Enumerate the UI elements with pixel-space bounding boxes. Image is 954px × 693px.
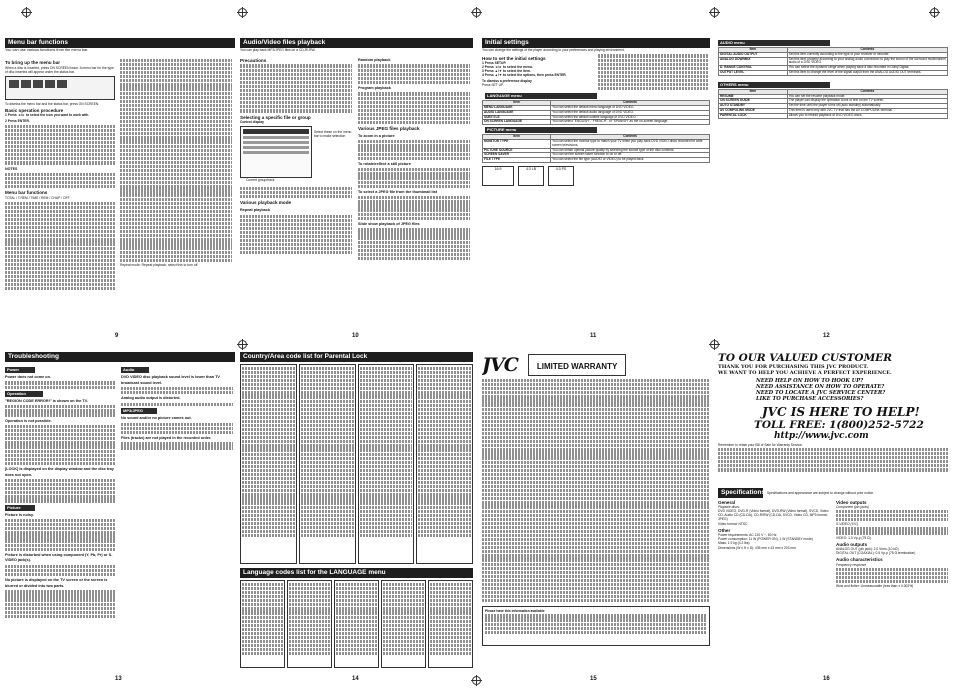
power-requirements: Power requirements: AC 120 V ~, 60 Hz (718, 533, 777, 538)
video-outputs-heading: Video outputs (836, 499, 867, 505)
contents-header: Contents (787, 48, 947, 53)
analog-out: ANALOG OUT (pin jack): 2.0 Vrms (10 kΩ) (836, 547, 899, 552)
registration-mark (472, 8, 481, 17)
general-heading: General (718, 499, 736, 505)
jvc-url: http://www.jvc.com (774, 431, 869, 441)
picture-question-3: No picture is displayed on the TV screen or the screen is blurred or divided into two parts. (5, 578, 108, 588)
code-column (428, 580, 473, 668)
code-column (381, 580, 426, 668)
audio-video-playback-title: Audio/Video files playback (240, 38, 473, 48)
text-block (240, 215, 352, 255)
menu-icon (57, 80, 67, 88)
table-row (719, 70, 948, 75)
warranty-title: LIMITED WARRANTY (536, 362, 618, 371)
table-cell-contents: You can select the dynamic range when playing back a disc recorded in Dolby Digital. (787, 66, 947, 71)
language-codes-title: Language codes list for the LANGUAGE menu (240, 568, 473, 578)
menu-icon (9, 80, 19, 88)
page-number-9: 9 (115, 333, 119, 339)
select-callout: Select these on the menu bar to make selection (314, 130, 352, 139)
warranty-text (482, 379, 710, 602)
monitor-4-3-lb-label: 4:3 LB (525, 166, 537, 171)
audio-outputs-heading: Audio outputs (836, 541, 868, 547)
power-bar: Power (5, 367, 35, 373)
table-cell-item: D. RANGE CONTROL (719, 66, 788, 71)
table-row (483, 120, 710, 125)
picture-menu-bar (485, 127, 597, 133)
table-cell-item: ON SCREEN LANGUAGE (483, 120, 551, 125)
table-cell-contents: You can set the resume playback mode. (787, 94, 947, 99)
playable-value: DVD VIDEO, DVD-R (Video format), DVD-RW (Video format), SVCD, Video CD, Audio CD (CD-DA), CD-R/RW (CD-DA, SVCD, Video CD, MP3 format, JPEG) (718, 509, 829, 522)
picture-menu-title: PICTURE menu (487, 127, 517, 133)
table-cell-item: ON SCREEN GUIDE (719, 99, 788, 104)
registration-mark (238, 8, 247, 17)
step-3: 3 Press ▲/▼ to select the item. (482, 69, 531, 74)
menu-bar-functions-title: Menu bar functions (5, 38, 235, 48)
text-block (5, 425, 115, 465)
text-block (120, 59, 232, 262)
table-cell-item: OUTPUT LEVEL (719, 70, 788, 75)
text-block (121, 403, 233, 406)
language-code-grid (240, 580, 473, 668)
text-block (5, 405, 115, 416)
country-code-grid (240, 364, 473, 564)
text-block (836, 568, 948, 583)
mass: Mass: 1.9 kg (4.2 lbs) (718, 541, 750, 546)
menu-icon (33, 80, 43, 88)
page-9-col-a (5, 58, 115, 291)
text-block (5, 125, 115, 165)
step-2: 2 Press ◄/► to select the menu. (482, 65, 533, 70)
video-format: Video format: NTSC (718, 521, 748, 526)
item-header: Item (483, 135, 551, 140)
page-number-16: 16 (823, 676, 830, 682)
table-cell-item: RESUME (719, 94, 788, 99)
code-column (240, 580, 285, 668)
table-cell-item: PARENTAL LOCK (719, 113, 788, 118)
table-cell-contents: Allows you to restrict playback of DVD VIDEO discs. (787, 113, 947, 118)
page-13-col-b (121, 365, 233, 450)
table-cell-contents: Set this item properly according to your analog audio connection to play the sound of the surround multichannel audio of a DVD VIDEO. (788, 56, 946, 65)
table-cell-contents: You can select the default subtitle language of DVD VIDEO. (551, 115, 710, 120)
language-table (482, 100, 710, 125)
text-block (5, 202, 115, 291)
table-cell-contents: You can select the file type (AUDIO or VIDEO) to be played back. (551, 158, 710, 163)
page-9 (5, 38, 235, 267)
info-box (482, 606, 710, 646)
sheet-top-right (482, 38, 950, 338)
operation-bar: Operation (5, 391, 43, 397)
page-10-col-b (358, 56, 470, 261)
customer-line-4: NEED HELP ON HOW TO HOOK UP? (756, 378, 864, 384)
operation-question-2: Operation is not possible. (5, 418, 52, 423)
troubleshooting-title: Troubleshooting (5, 352, 235, 362)
monitor-16-9-label: 16:9 (494, 166, 502, 171)
table-cell-item: MONITOR TYPE (483, 139, 551, 148)
customer-line-5: NEED ASSISTANCE ON HOW TO OPERATE? (756, 384, 885, 390)
step-1: 1 Press SETUP. (482, 61, 507, 66)
customer-line-2: THANK YOU FOR PURCHASING THIS JVC PRODUCT. (718, 364, 869, 370)
audio-table (718, 47, 948, 76)
table-cell-contents: You can select "ENGLISH", "FRENCH", or "SPANISH" as the on-screen language. (551, 120, 710, 125)
audio-char-heading: Audio characteristics (836, 557, 883, 563)
initial-settings-title: Initial settings (482, 38, 710, 48)
control-display-illustration (240, 124, 352, 186)
code-column (287, 580, 332, 668)
step-4: 4 Press ▲/▼ to select the options, then press ENTER. (482, 73, 567, 78)
table-cell-item: AUTO STANDBY (719, 104, 788, 109)
text-block (358, 196, 470, 220)
various-mode-heading: Various playback mode (240, 200, 292, 206)
thumb-heading: To select a JPEG file from the thumbnail list (358, 189, 438, 194)
table-cell-contents: The player can display the operation icons or text on the TV screen. (787, 99, 947, 104)
customer-line-6: NEED TO LOCATE A JVC SERVICE CENTER? (756, 390, 886, 396)
current-group-label: Current group/track (246, 178, 275, 183)
table-cell-contents: You can select the default audio language of DVD VIDEO. (551, 110, 710, 115)
table-cell-contents: You can obtain optimal picture quality by selecting the source type of the disc contents. (551, 148, 710, 153)
page-number-14: 14 (352, 676, 359, 682)
retain-bill-of-sale: Remember to retain your Bill of Sale for Warranty Service. (718, 443, 803, 447)
selecting-heading: Selecting a specific file or group (240, 114, 311, 120)
menu-icon (21, 80, 31, 88)
exit-text: Press SET UP. (482, 82, 504, 87)
text-block (5, 479, 115, 503)
table-cell-item: SCREEN SAVER (483, 153, 551, 158)
step-1: 1 Press ◄/► to select the icon you want to work with. (5, 113, 90, 118)
table-cell-contents: You can set the screen saver function to on or off. (551, 153, 710, 158)
repeat-heading: Repeat playback (240, 208, 270, 213)
audio-question-2: Analog audio output is distorted. (121, 396, 181, 401)
s-video: S-VIDEO (Y/C) (836, 522, 859, 527)
info-box-lines (485, 614, 707, 634)
table-cell-item: SUBTITLE (483, 115, 551, 120)
jpeg-heading: Various JPEG files playback (358, 126, 420, 132)
specifications-body (718, 498, 948, 589)
table-row (719, 113, 948, 118)
monitor-4-3-ps (548, 166, 574, 186)
text-block (358, 228, 470, 260)
item-header: Item (719, 48, 788, 53)
notes-block (598, 54, 708, 92)
playable-label: Playable discs: (718, 505, 740, 510)
table-cell-contents: This item is used only with JVC TV that has the AV COMPULINK terminal. (787, 108, 947, 113)
av-intro: You can play back MP3/JPEG files on a CD-R/-RW. (240, 48, 316, 52)
slide-heading: Slide show playback of JPEG files (358, 221, 420, 226)
rotate-heading: To rotate/reflect a still picture (358, 161, 411, 166)
page-12 (718, 38, 948, 119)
how-heading: How to set the initial settings (482, 55, 546, 61)
operation-question-1: "REGION CODE ERROR!" is shown on the TV. (5, 398, 88, 403)
monitor-type-illustrations (482, 166, 710, 186)
menu-bar-illustration (5, 76, 115, 100)
audio-bar: Audio (121, 367, 149, 373)
specs-col-a (718, 498, 830, 589)
sheet-top-left (5, 38, 475, 338)
mp3-question-1: No sound and/or no picture comes out. (121, 416, 192, 421)
text-block (121, 423, 233, 434)
customer-line-7: LIKE TO PURCHASE ACCESSORIES? (756, 396, 864, 402)
picture-table (482, 134, 710, 163)
text-block (5, 519, 115, 551)
video: VIDEO: 1.0 Vp-p (75 Ω) (836, 535, 871, 540)
code-column (416, 364, 473, 564)
item-header: Item (483, 101, 551, 106)
monitor-16-9 (482, 166, 514, 186)
picture-question-1: Picture is noisy. (5, 512, 34, 517)
table-cell-contents: Set the time until the player turns off (auto standby) automatically. (787, 104, 947, 109)
table-cell-item: AV COMPULINK MODE (719, 108, 788, 113)
component: Component (pin jacks) (836, 505, 869, 510)
registration-mark (472, 676, 481, 685)
program-heading: Program playback (358, 85, 391, 90)
table-row (483, 139, 710, 148)
text-block (5, 381, 115, 388)
page-number-12: 12 (823, 333, 830, 339)
page-number-15: 15 (590, 676, 597, 682)
text-block (358, 168, 470, 188)
contents-header: Contents (551, 101, 710, 106)
power-consumption: Power consumption: 11 W (POWER ON), 1 W (STANDBY mode) (718, 537, 813, 542)
jvc-logo: JVC (482, 354, 518, 376)
code-column (240, 364, 297, 564)
menu-bar-intro: You can use various functions from the menu bar. (5, 48, 89, 52)
page-10-col-a (240, 56, 352, 255)
page-number-10: 10 (352, 333, 359, 339)
table-cell-contents: You can select the monitor type to match your TV when you play back DVD VIDEO discs recorded for wide screen televisions. (551, 139, 710, 148)
digital-out: DIGITAL OUT (COAXIAL): 0.5 Vp-p (75 Ω termination) (836, 551, 916, 556)
warranty-title-box (528, 354, 626, 376)
dimensions: Dimensions (W x H x D): 435 mm x 43 mm x 203 mm (718, 545, 796, 550)
wow-flutter: Wow and flutter: Unmeasurable (less than ± 0.002%) (836, 584, 914, 589)
registration-mark (930, 8, 939, 17)
text-block (240, 64, 352, 112)
table-cell-item: DIGITAL AUDIO OUTPUT (719, 52, 788, 57)
to-bring-heading: To bring up the menu bar (5, 60, 61, 65)
code-column (334, 580, 379, 668)
specs-col-b (836, 498, 948, 589)
text-block (358, 64, 470, 84)
text-block (240, 187, 352, 198)
table-cell-item: FILE TYPE (483, 158, 551, 163)
time-items: TOTAL / T.REM / TIME / REM / CHAP / OFF (5, 196, 70, 201)
menu-icon (45, 80, 55, 88)
page-15 (482, 352, 710, 646)
table-cell-item: ANALOG DOWNMIX (719, 57, 788, 66)
customer-text (718, 448, 948, 472)
table-row (483, 158, 710, 163)
sheet-bottom-right (482, 352, 950, 682)
customer-line-3: WE WANT TO HELP YOU ACHIEVE A PERFECT EXPERIENCE. (718, 370, 892, 376)
zoom-heading: To zoom in a picture (358, 133, 395, 138)
code-column (299, 364, 356, 564)
mp3-question-2: Files (tracks) are not played in the recorded order. (121, 435, 212, 440)
power-question: Power does not come on. (5, 375, 51, 379)
text-block (5, 590, 115, 618)
registration-mark (710, 340, 719, 349)
menu-bar-functions-heading: Menu bar functions (5, 190, 48, 196)
control-display-label: Control display (240, 120, 264, 125)
picture-question-2: Picture is disturbed when using component (Y, Pb, Pr) or S-VIDEO jack(s). (5, 552, 113, 563)
text-block (121, 387, 233, 394)
operation-question-3: [LOCK] is displayed on the display window and the disc tray does not open. (5, 466, 114, 477)
dismiss-text: To dismiss the menu bar and the status bar, press ON SCREEN. (5, 101, 100, 106)
customer-help: JVC IS HERE TO HELP! (762, 405, 920, 419)
control-screen (240, 126, 312, 178)
registration-mark (710, 8, 719, 17)
repeat-mode: Repeat mode: Repeat playback, select this to turn off (120, 262, 198, 267)
country-code-title: Country/Area code list for Parental Lock (240, 352, 473, 362)
warranty-header (482, 354, 710, 376)
table-cell-item: AUDIO LANGUAGE (483, 110, 551, 115)
how-to-set (482, 54, 592, 92)
specifications-header (718, 488, 948, 498)
text-block (358, 92, 470, 124)
others-table (718, 89, 948, 119)
text-block (5, 565, 115, 576)
initial-intro: You can change the settings of the player according to your preferences and playing environment. (482, 48, 625, 52)
info-box-title: Please have this information available (485, 609, 545, 614)
audio-menu-title: AUDIO menu (720, 40, 745, 45)
page-13 (5, 352, 235, 588)
page-16 (718, 352, 948, 588)
audio-menu-bar (718, 40, 830, 46)
random-heading: Random playback (358, 58, 391, 62)
text-block (836, 510, 948, 521)
monitor-4-3-lb (518, 166, 544, 186)
customer-heading: TO OUR VALUED CUSTOMER (718, 352, 892, 364)
registration-mark (238, 340, 247, 349)
page-13-col-a (5, 365, 115, 619)
others-menu-title: OTHERS menu (720, 81, 749, 87)
table-cell-item: PICTURE SOURCE (483, 148, 551, 153)
language-menu-bar (485, 93, 597, 99)
contents-header: Contents (787, 89, 947, 94)
table-cell-contents: Set this item correctly according to the type of your receiver or decoder. (787, 52, 947, 57)
exit-heading: To dismiss a preference display (482, 78, 532, 83)
others-menu-bar (718, 82, 830, 88)
table-cell-contents: Set this item to change the level of the signal output from the ANALOG AUDIO OUT terminals. (787, 70, 947, 75)
page-number-11: 11 (590, 333, 597, 339)
page-number-13: 13 (115, 676, 122, 682)
monitor-4-3-ps-label: 4:3 PS (555, 166, 567, 171)
audio-question-1: DVD VIDEO disc playback sound level is lower than TV broadcast sound level. (121, 375, 220, 385)
table-cell-contents: You can select the default menu language of DVD VIDEO. (551, 105, 710, 110)
picture-bar: Picture (5, 505, 35, 511)
other-heading: Other (718, 527, 731, 533)
toll-free: TOLL FREE: 1(800)252-5722 (754, 419, 924, 431)
registration-mark (22, 8, 31, 17)
page-10 (240, 38, 473, 226)
code-column (358, 364, 415, 564)
basic-operation-heading: Basic operation procedure (5, 107, 64, 113)
precautions-heading: Precautions (240, 58, 267, 63)
specifications-title: Specifications (718, 488, 763, 498)
language-menu-title: LANGUAGE menu (487, 93, 522, 99)
text-block (121, 442, 233, 449)
sheet-bottom-left (5, 352, 475, 682)
page-9-col-b (120, 58, 232, 268)
text-block (5, 173, 115, 188)
page-11 (482, 38, 710, 186)
step-2: 2 Press ENTER. (5, 119, 30, 124)
mp3-jpeg-bar: MP3/JPEG (121, 408, 157, 414)
table-cell-item: MENU LANGUAGE (483, 105, 551, 110)
item-header: Item (719, 89, 788, 94)
page-14 (240, 352, 473, 668)
contents-header: Contents (551, 135, 710, 140)
text-block (836, 527, 948, 534)
text-block (358, 140, 470, 160)
specifications-subtitle: Specifications and appearance are subject to change without prior notice. (767, 490, 875, 495)
freq-label: Frequency response (836, 562, 867, 567)
notes-heading: NOTES (5, 166, 18, 171)
to-bring-text: When a disc is inserted, press ON SCREEN twice. A menu bar for the type of disc inserted will appear under the status bar. (5, 65, 114, 74)
